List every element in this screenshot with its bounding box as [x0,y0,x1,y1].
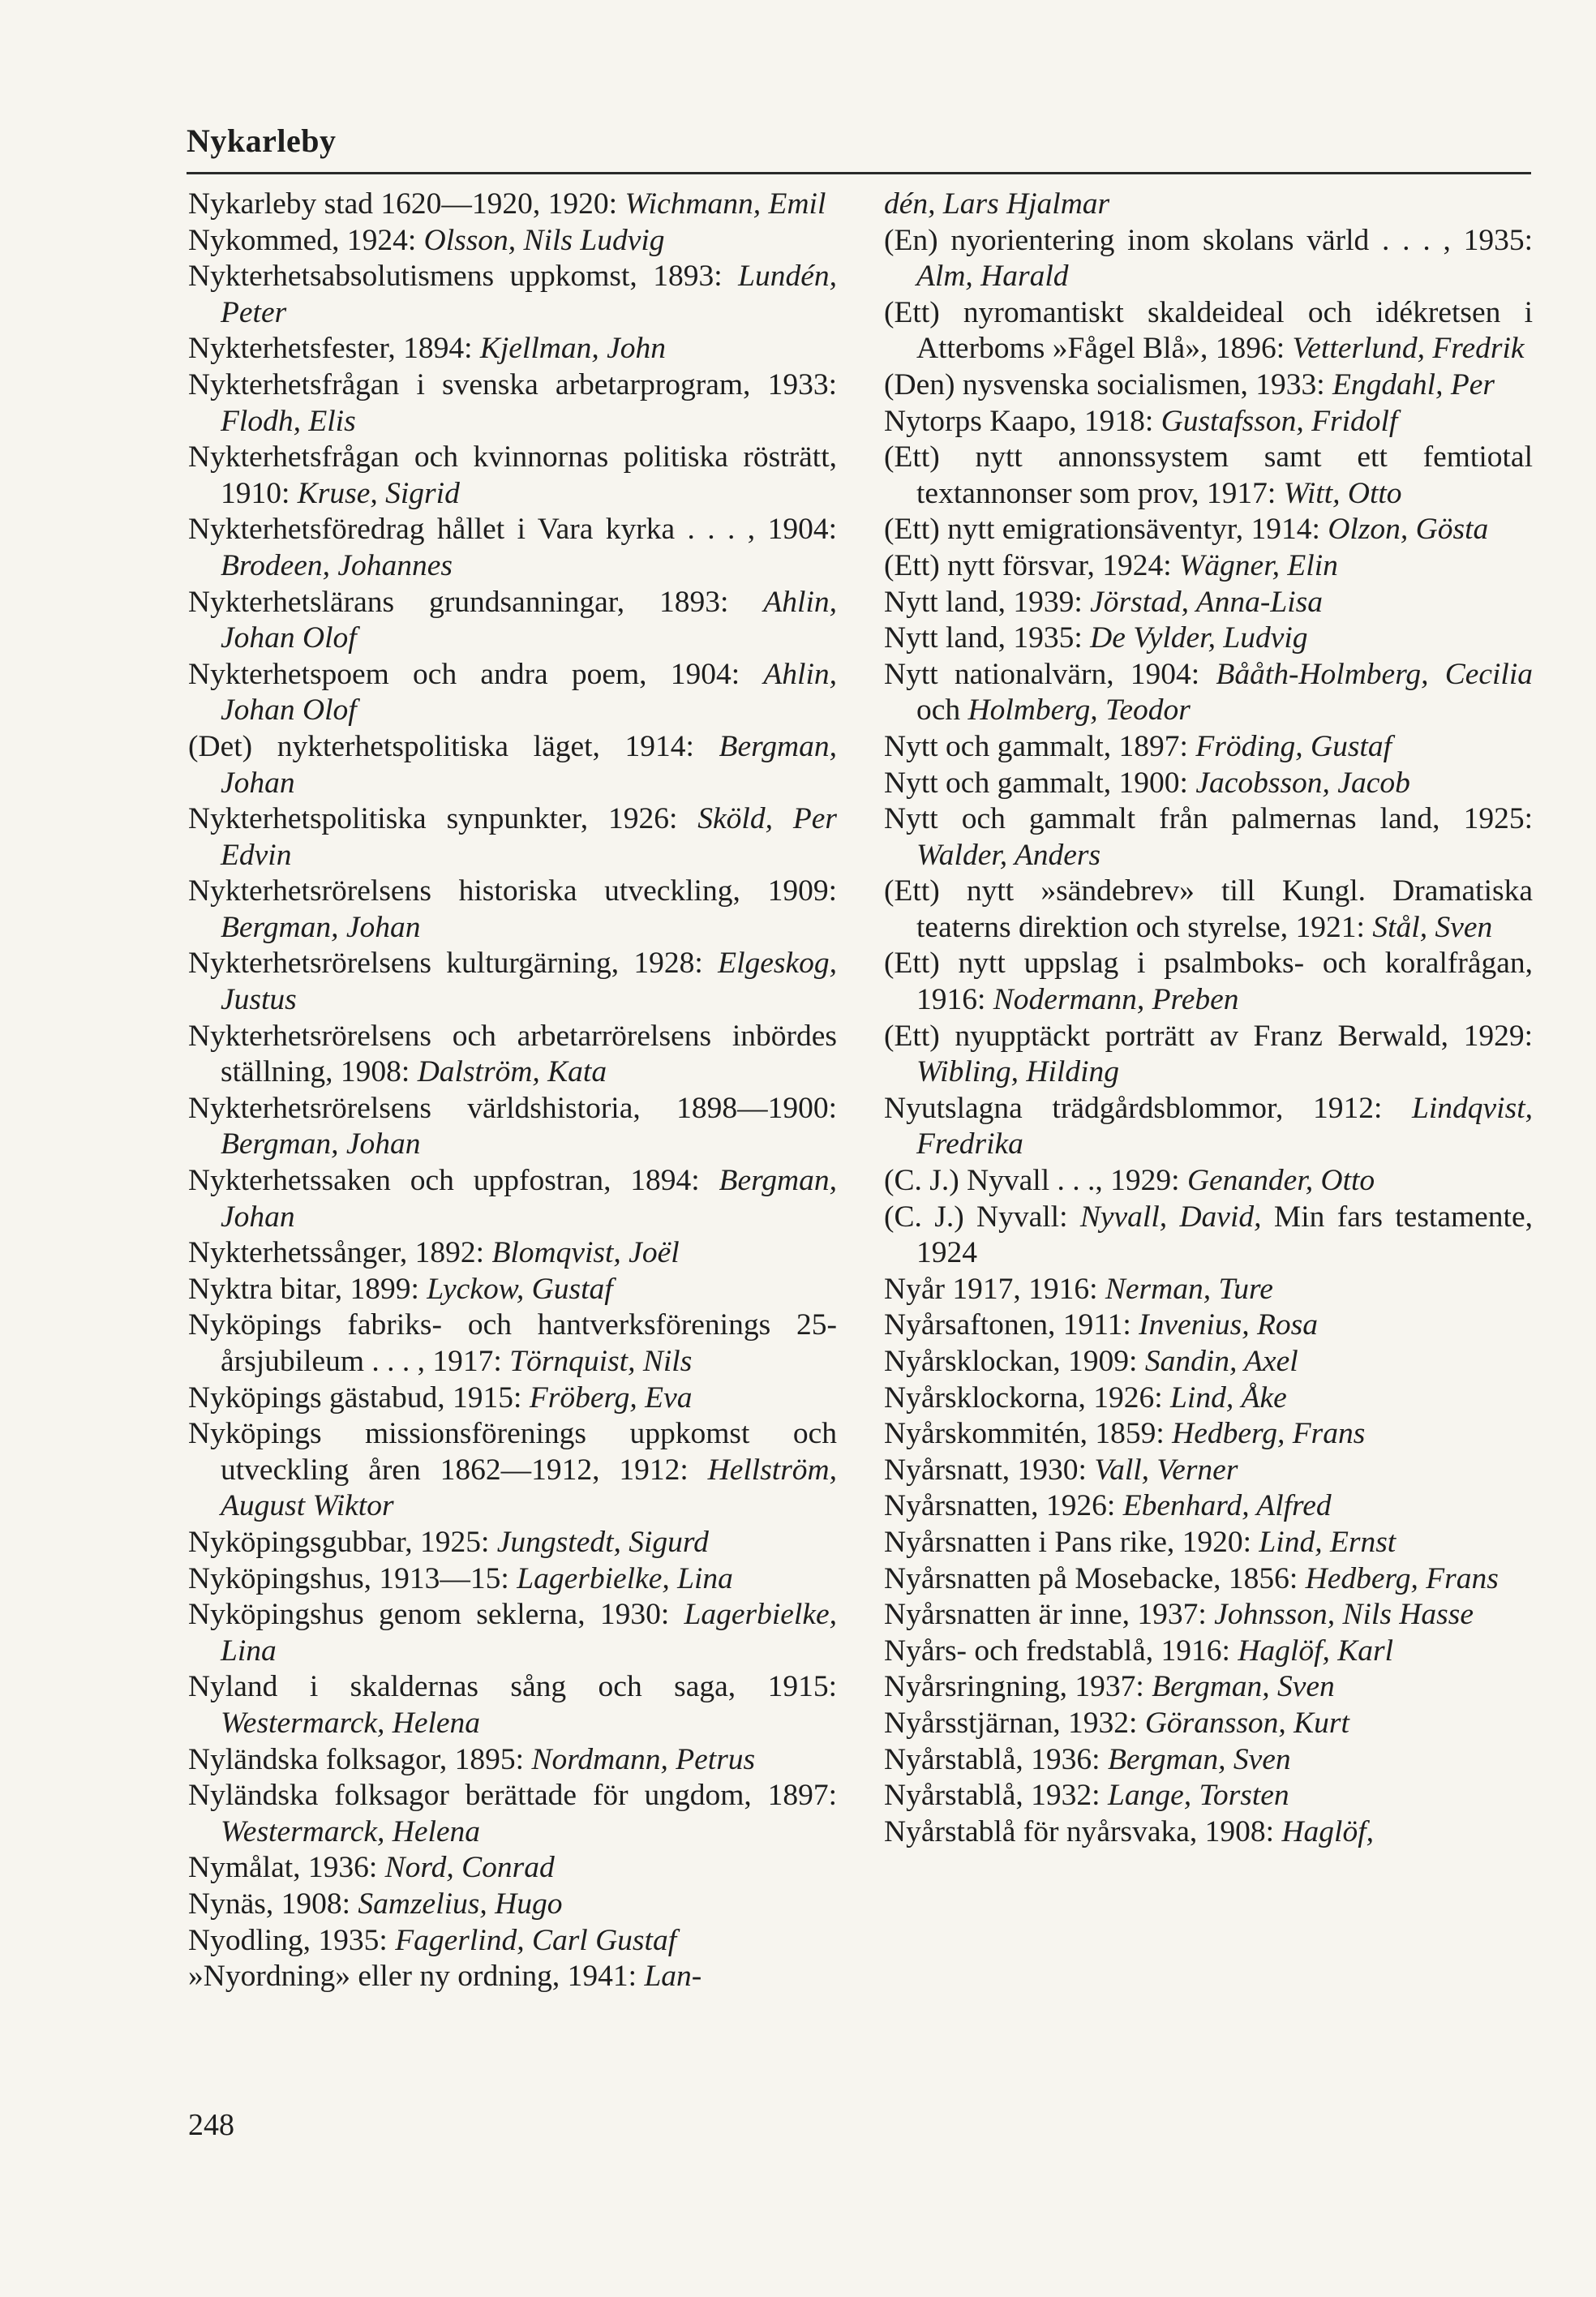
index-entry [884,1742,1533,1779]
entry-author: Fröding, Gustaf [1195,729,1392,763]
index-entry [884,295,1533,367]
entry-title: Nykterhetsrörelsens och arbetarrörelsens inbördes ställning, 1908: [188,1019,837,1089]
index-entry [884,512,1533,548]
entry-title: Nyårsnatten är inne, 1937: [884,1598,1215,1632]
index-entry [188,1163,837,1235]
index-entry [188,1778,837,1850]
index-entry [884,1307,1533,1344]
entry-author: Lange, Torsten [1107,1779,1289,1813]
entry-title: Nytt och gammalt, 1900: [884,766,1196,800]
index-entry [884,1561,1533,1598]
entry-author: Nord, Conrad [384,1851,555,1885]
index-entry [188,1235,837,1272]
entry-author: Nerman, Ture [1105,1272,1273,1306]
index-entry [884,1272,1533,1308]
index-entry [188,1525,837,1561]
entry-title: Nyår 1917, 1916: [884,1272,1105,1306]
index-entry [884,1163,1533,1200]
entry-title: (Ett) nytt försvar, 1924: [884,548,1180,582]
right-column [884,187,1533,1850]
entry-title: Nyodling, 1935: [188,1923,396,1957]
entry-title: (Ett) nytt emigrationsäventyr, 1914: [884,513,1328,547]
entry-title: Nykterhetssånger, 1892: [188,1236,492,1270]
index-entry [884,1200,1533,1272]
entry-title: Nyårs- och fredstablå, 1916: [884,1634,1238,1668]
entry-title: Nyårstablå, 1936: [884,1742,1108,1776]
entry-title: Nykterhetsfrågan och kvinnornas politiska rösträtt, 1910: [188,440,837,510]
entry-author: Kjellman, John [479,332,666,366]
entry-author: Invenius, Rosa [1139,1308,1318,1342]
entry-title: Nyårsklockorna, 1926: [884,1380,1171,1415]
entry-author: Blomqvist, Joël [491,1236,680,1270]
entry-author: Bergman, Johan [221,910,421,944]
entry-title: Nytt land, 1935: [884,621,1091,655]
entry-author: Hedberg, Frans [1172,1417,1366,1451]
entry-title: (Det) nykterhetspolitiska läget, 1914: [188,729,719,763]
entry-author: Lindqvist, Fredrika [916,1091,1533,1161]
index-entry [188,946,837,1018]
index-entry [188,585,837,657]
entry-title: Nyårsklockan, 1909: [884,1345,1145,1378]
index-entry [188,1923,837,1960]
entry-author: Kruse, Sigrid [297,476,460,510]
index-entry [884,1597,1533,1634]
index-entry [884,367,1533,404]
index-entry [188,1416,837,1525]
index-entry [884,874,1533,946]
entry-title: Nykterhetspoem och andra poem, 1904: [188,657,764,691]
entry-author: Nordmann, Petrus [531,1742,756,1776]
entry-title: Nytt och gammalt, 1897: [884,729,1196,763]
entry-title: (Ett) nytt uppslag i psalmboks- och koralfrågan, 1916: [884,947,1533,1017]
index-entry [884,1453,1533,1489]
entry-title: Nykterhetsrörelsens kulturgärning, 1928: [188,947,719,981]
entry-author: Lan- [644,1960,702,1994]
entry-title: Nykarleby stad 1620—1920, 1920: [188,187,625,221]
entry-author: Alm, Harald [916,260,1069,294]
entry-title: Nynäs, 1908: [188,1887,358,1921]
index-entry [884,620,1533,657]
index-entry [188,1091,837,1163]
entry-title: Nyländska folksagor berättade för ungdom, 1897: [188,1779,837,1813]
index-entry [884,1706,1533,1742]
entry-author: Walder, Anders [916,838,1101,872]
index-entry [188,1669,837,1741]
entry-title: (C. J.) Nyvall: [884,1200,1080,1234]
index-entry [188,1019,837,1091]
entry-title: Nyårsnatt, 1930: [884,1453,1095,1487]
entry-author: Nyvall, David, [1079,1200,1262,1234]
index-entry [884,946,1533,1018]
index-entry [884,1019,1533,1091]
entry-author: Brodeen, Johannes [221,548,453,582]
entry-author: De Vylder, Ludvig [1090,621,1308,655]
index-entry [188,657,837,729]
index-entry [188,1850,837,1887]
entry-author: Hedberg, Frans [1305,1561,1499,1595]
entry-author: Stål, Sven [1372,910,1493,944]
index-entry [884,1525,1533,1561]
entry-author: Hellström, August Wiktor [221,1453,837,1523]
entry-title: (Ett) nytt »sändebrev» till Kungl. Dramatiska teaterns direktion och styrelse, 1921: [884,874,1533,944]
index-entry [188,1307,837,1380]
entry-title: Nykterhetsabsolutismens uppkomst, 1893: [188,260,739,294]
index-entry [884,1344,1533,1380]
entry-title: Nyårsaftonen, 1911: [884,1308,1139,1342]
entry-title: Nyland i skaldernas sång och saga, 1915: [188,1670,837,1704]
index-entry [188,801,837,874]
entry-title: Nyutslagna trädgårdsblommor, 1912: [884,1091,1413,1125]
index-entry [188,331,837,367]
page-number: 248 [188,2108,234,2142]
index-entry [188,1742,837,1779]
index-entry [188,440,837,512]
entry-title: Nykterhetspolitiska synpunkter, 1926: [188,802,698,836]
entry-title: Nyårsstjärnan, 1932: [884,1706,1145,1740]
entry-author: Lind, Ernst [1259,1525,1396,1559]
index-entry [884,657,1533,729]
entry-title: Nyårstablå för nyårsvaka, 1908: [884,1814,1282,1848]
entry-title: Nyårstablå, 1932: [884,1779,1108,1813]
entry-title: Nyårskommitén, 1859: [884,1417,1173,1451]
entry-author: Wägner, Elin [1179,548,1338,582]
entry-author: Bååth-Holmberg, Cecilia [1216,657,1533,691]
index-entry [884,1488,1533,1525]
index-entry [884,801,1533,874]
index-entry [884,223,1533,295]
entry-title: Nyårsringning, 1937: [884,1670,1152,1704]
index-entry [884,187,1533,223]
index-entry [884,1091,1533,1163]
entry-author: Samzelius, Hugo [358,1887,563,1921]
entry-title: Nymålat, 1936: [188,1851,385,1885]
entry-author: Flodh, Elis [221,404,356,438]
entry-author: Haglöf, [1281,1814,1375,1848]
header-rule [187,172,1531,174]
entry-author: Bergman, Sven [1107,1742,1291,1776]
entry-title: Nyårsnatten i Pans rike, 1920: [884,1525,1259,1559]
entry-author: Elgeskog, Justus [221,947,837,1017]
entry-title: Nykterhetsfester, 1894: [188,332,480,366]
entry-author: Bergman, Johan [221,1164,837,1234]
entry-author: Jacobsson, Jacob [1195,766,1410,800]
entry-author: Westermarck, Helena [221,1814,481,1848]
entry-title: Nytt och gammalt från palmernas land, 1925: [884,802,1533,836]
entry-title: Nykommed, 1924: [188,223,424,257]
index-entry [188,1597,837,1669]
entry-title: »Nyordning» eller ny ordning, 1941: [188,1960,645,1994]
entry-author: Jungstedt, Sigurd [496,1525,709,1559]
entry-author: Göransson, Kurt [1144,1706,1349,1740]
entry-title: Nyköpingsgubbar, 1925: [188,1525,497,1559]
entry-title: Nykterhetsfrågan i svenska arbetarprogram, 1933: [188,367,837,401]
index-entry [884,585,1533,621]
index-entry [188,1959,837,1995]
index-entry [884,440,1533,512]
entry-author: Olzon, Gösta [1328,513,1489,547]
entry-author: Holmberg, Teodor [967,693,1191,728]
index-entry [188,874,837,946]
index-entry [188,1887,837,1923]
entry-title: Nyköpingshus genom seklerna, 1930: [188,1598,684,1632]
entry-title: (Ett) nyromantiskt skaldeideal och idékretsen i Atterboms »Fågel Blå», 1896: [884,295,1533,366]
index-entry [188,367,837,440]
index-entry [884,729,1533,766]
index-entry [884,548,1533,585]
entry-author: Wibling, Hilding [916,1055,1120,1089]
entry-author: dén, Lars Hjalmar [884,187,1110,221]
index-entry [884,766,1533,802]
entry-author: Johnsson, Nils Hasse [1214,1598,1474,1632]
index-entry [884,1778,1533,1814]
entry-title: Nyköpings fabriks- och hantverksförenings 25-årsjubileum . . . , 1917: [188,1308,837,1378]
entry-title: Nytt nationalvärn, 1904: [884,657,1216,691]
entry-title: Nykterhetsföredrag hållet i Vara kyrka . . . , 1904: [188,513,837,547]
index-entry [884,1634,1533,1670]
entry-title: Nyköpingshus, 1913—15: [188,1561,517,1595]
entry-title: Nykterhetssaken och uppfostran, 1894: [188,1164,719,1198]
entry-author: Lagerbielke, Lina [517,1561,733,1595]
entry-author: Westermarck, Helena [221,1706,481,1740]
entry-title: Nyårsnatten på Mosebacke, 1856: [884,1561,1306,1595]
entry-author: Ahlin, Johan Olof [221,657,837,728]
index-entry [884,1416,1533,1453]
entry-author: Vetterlund, Fredrik [1292,332,1525,366]
entry-author: Ahlin, Johan Olof [221,585,837,655]
entry-title: Nyköpings gästabud, 1915: [188,1380,530,1415]
index-entry [188,1561,837,1598]
entry-author: Ebenhard, Alfred [1122,1489,1332,1523]
entry-title: (Ett) nyupptäckt porträtt av Franz Berwald, 1929: [884,1019,1533,1053]
entry-author: Sköld, Per Edvin [221,802,837,872]
left-column [188,187,837,1995]
entry-title: (C. J.) Nyvall . . ., 1929: [884,1164,1187,1198]
entry-author: Haglöf, Karl [1238,1634,1394,1668]
entry-connector: Min fars testamente, 1924 [916,1200,1533,1270]
entry-author: Nodermann, Preben [993,983,1239,1017]
index-entry [884,1380,1533,1417]
entry-title: Nyktra bitar, 1899: [188,1272,427,1306]
running-header: Nykarleby [187,122,337,159]
index-entry [884,1814,1533,1851]
index-entry [884,404,1533,440]
entry-author: Vall, Verner [1094,1453,1238,1487]
index-entry [188,512,837,584]
entry-author: Sandin, Axel [1144,1345,1298,1378]
entry-title: Nytorps Kaapo, 1918: [884,404,1161,438]
entry-title: Nytt land, 1939: [884,585,1091,619]
index-entry [188,1380,837,1417]
entry-author: Bergman, Sven [1152,1670,1335,1704]
entry-connector: och [916,693,968,728]
entry-author: Olsson, Nils Ludvig [423,223,665,257]
entry-author: Jörstad, Anna-Lisa [1090,585,1323,619]
entry-title: Nykterhetslärans grundsanningar, 1893: [188,585,764,619]
index-entry [188,259,837,331]
entry-author: Fagerlind, Carl Gustaf [395,1923,677,1957]
entry-title: (En) nyorientering inom skolans värld . . . , 1935: [884,223,1533,257]
entry-title: Nyländska folksagor, 1895: [188,1742,532,1776]
entry-author: Lind, Åke [1170,1380,1287,1415]
entry-title: (Den) nysvenska socialismen, 1933: [884,367,1333,401]
entry-author: Lyckow, Gustaf [427,1272,613,1306]
entry-author: Lundén, Peter [221,260,837,329]
entry-author: Gustafsson, Fridolf [1161,404,1398,438]
entry-author: Witt, Otto [1283,476,1402,510]
entry-author: Dalström, Kata [417,1055,607,1089]
entry-title: Nyköpings missionsförenings uppkomst och utveckling åren 1862—1912, 1912: [188,1417,837,1487]
entry-author: Fröberg, Eva [529,1380,693,1415]
entry-author: Engdahl, Per [1332,367,1495,401]
entry-title: Nyårsnatten, 1926: [884,1489,1123,1523]
index-entry [188,729,837,801]
index-entry [884,1669,1533,1706]
entry-title: Nykterhetsrörelsens världshistoria, 1898—1900: [188,1091,837,1125]
entry-author: Wichmann, Emil [624,187,826,221]
entry-author: Bergman, Johan [221,1127,421,1161]
entry-author: Lagerbielke, Lina [221,1598,837,1668]
entry-title: (Ett) nytt annonssystem samt ett femtiotal textannonser som prov, 1917: [884,440,1533,510]
entry-author: Genander, Otto [1186,1164,1375,1198]
index-entry [188,1272,837,1308]
index-entry [188,223,837,260]
index-entry [188,187,837,223]
entry-title: Nykterhetsrörelsens historiska utveckling, 1909: [188,874,837,908]
entry-author: Bergman, Johan [221,729,837,800]
entry-author: Törnquist, Nils [509,1345,693,1378]
